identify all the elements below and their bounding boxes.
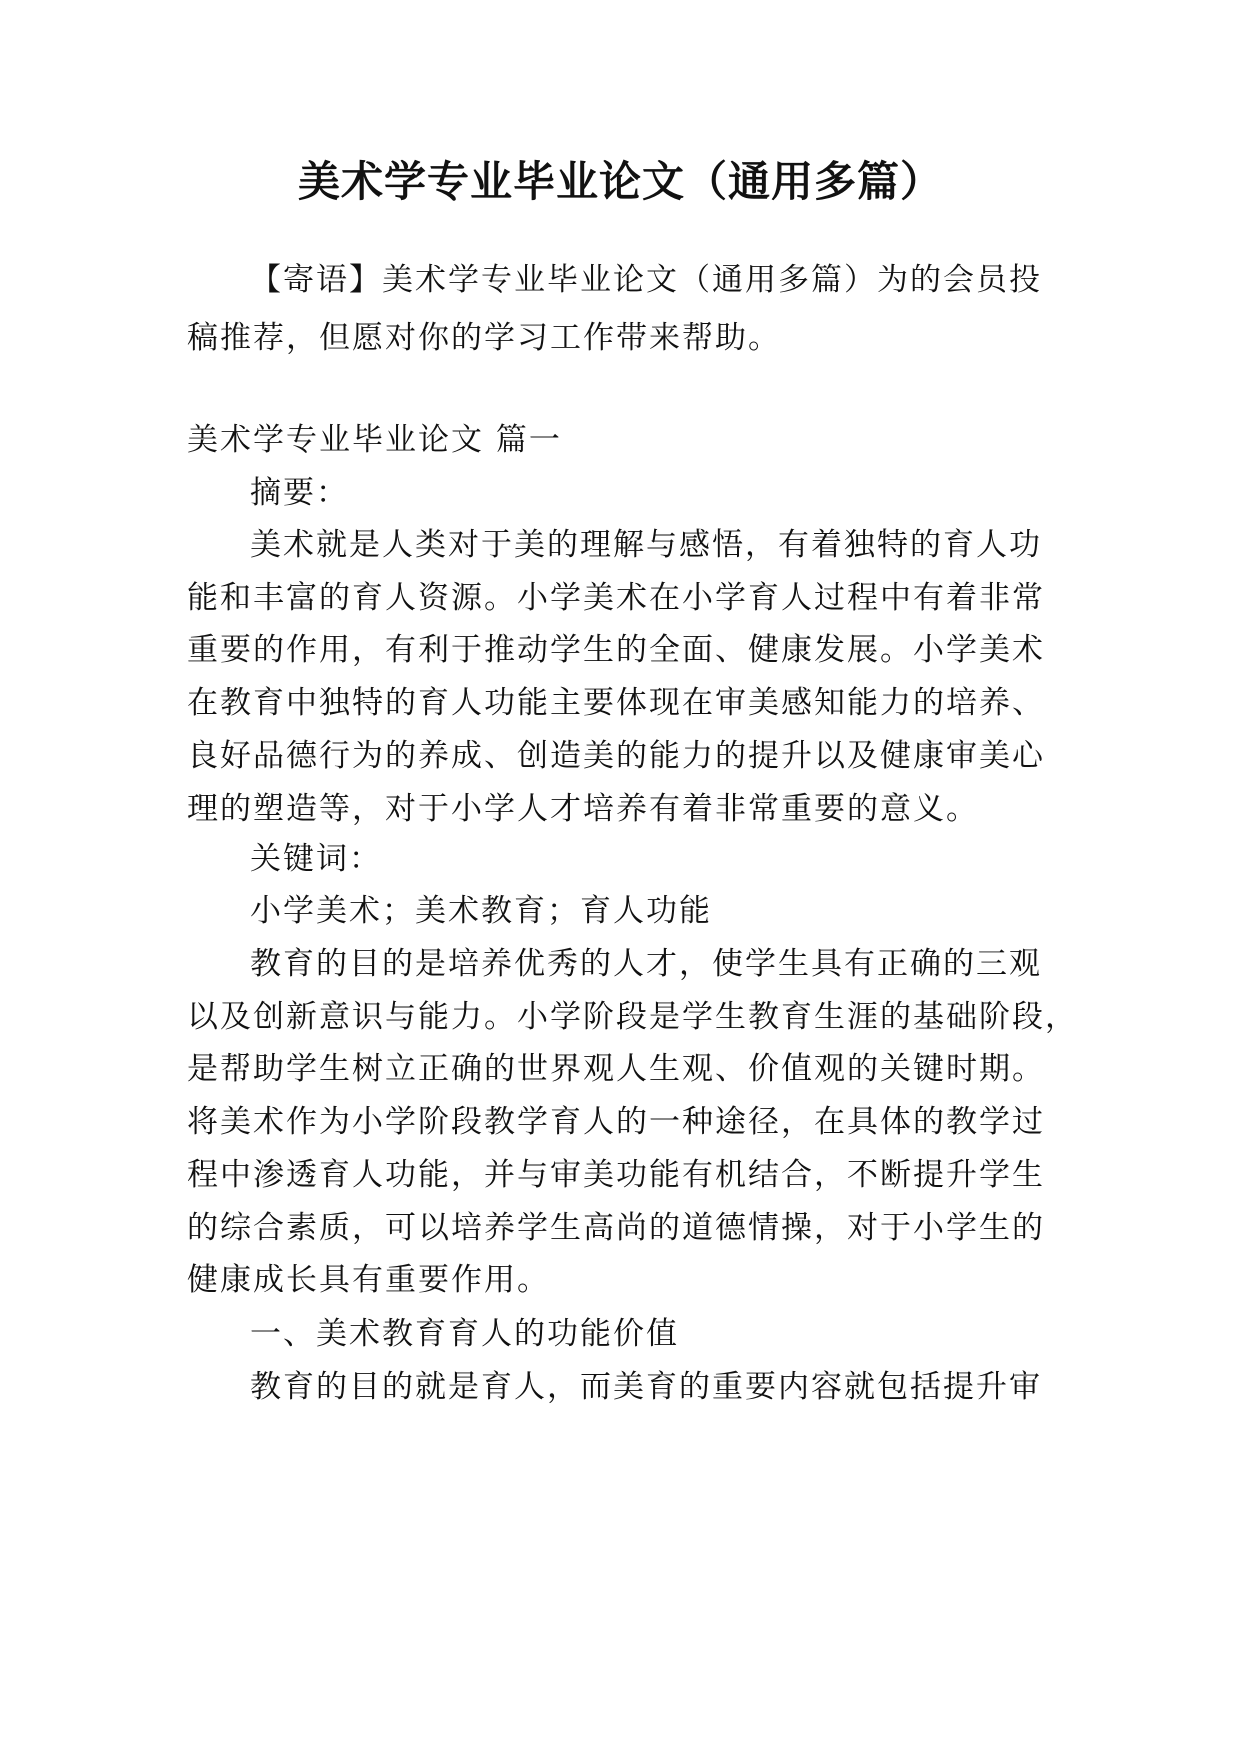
section-heading: 美术学专业毕业论文 篇一: [187, 422, 562, 458]
body-line-7: 健康成长具有重要作用。: [187, 1262, 550, 1298]
preface-line-1: 【寄语】美术学专业毕业论文（通用多篇）为的会员投: [250, 262, 1042, 298]
keywords-label: 关键词：: [250, 841, 382, 877]
abstract-line-6: 理的塑造等，对于小学人才培养有着非常重要的意义。: [187, 791, 979, 827]
abstract-line-2: 能和丰富的育人资源。小学美术在小学育人过程中有着非常: [187, 580, 1045, 616]
body-line-1: 教育的目的是培养优秀的人才，使学生具有正确的三观: [250, 946, 1042, 982]
subheading-1: 一、美术教育育人的功能价值: [250, 1316, 679, 1352]
preface-line-2: 稿推荐，但愿对你的学习工作带来帮助。: [187, 320, 781, 356]
body-line-2: 以及创新意识与能力。小学阶段是学生教育生涯的基础阶段，: [187, 999, 1078, 1035]
body-line-5: 程中渗透育人功能，并与审美功能有机结合，不断提升学生: [187, 1157, 1045, 1193]
body-line-8: 教育的目的就是育人，而美育的重要内容就包括提升审: [250, 1369, 1042, 1405]
document-title: 美术学专业毕业论文（通用多篇）: [297, 157, 943, 206]
body-line-3: 是帮助学生树立正确的世界观人生观、价值观的关键时期。: [187, 1051, 1045, 1087]
abstract-line-5: 良好品德行为的养成、创造美的能力的提升以及健康审美心: [187, 738, 1045, 774]
abstract-label: 摘要：: [250, 475, 349, 511]
abstract-line-3: 重要的作用，有利于推动学生的全面、健康发展。小学美术: [187, 632, 1045, 668]
abstract-line-1: 美术就是人类对于美的理解与感悟，有着独特的育人功: [250, 527, 1042, 563]
body-line-6: 的综合素质，可以培养学生高尚的道德情操，对于小学生的: [187, 1210, 1045, 1246]
keywords-line: 小学美术；美术教育；育人功能: [250, 893, 712, 929]
body-line-4: 将美术作为小学阶段教学育人的一种途径，在具体的教学过: [187, 1104, 1045, 1140]
abstract-line-4: 在教育中独特的育人功能主要体现在审美感知能力的培养、: [187, 685, 1045, 721]
